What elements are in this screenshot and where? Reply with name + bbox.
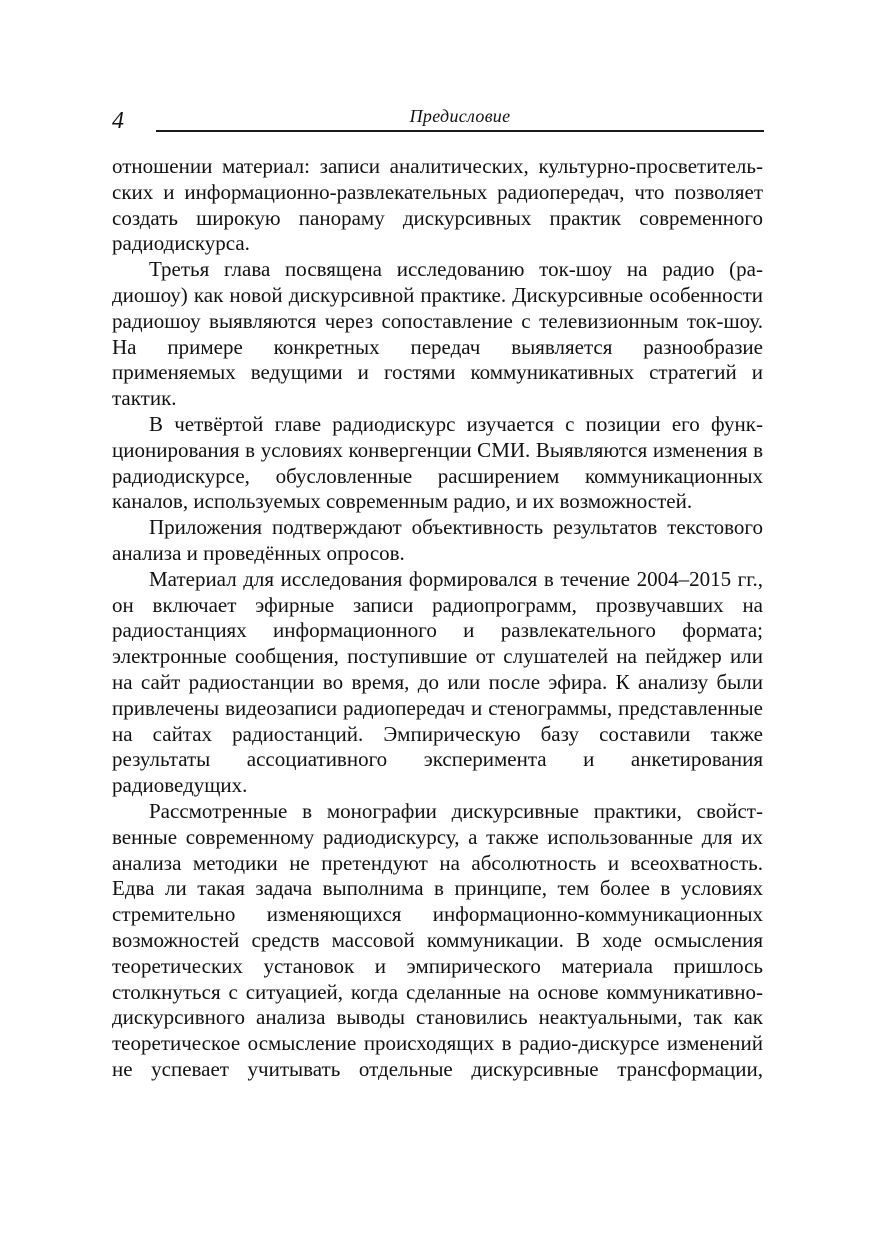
paragraph-chapter-four: В четвёртой главе радиодискурс изучается с позиции его функционирования в условиях конвергенции СМИ. Выявляются изменения в радиодискурсе, обусловленные расширением коммуникационных каналов, используемых современным радио, и их возможностей. <box>112 411 763 514</box>
paragraph-practices: Рассмотренные в монографии дискурсивные практики, свойственные современному радиодискурсу, а также использованные для их анализа методики не претендуют на абсолютность и всеохватность. Едва ли такая задача выполнима в принципе, тем более в условиях стремительно изменяющихся информационно-коммуникационных возможностей средств массовой коммуникации. В ходе осмысления теоретических установок и эмпирического материала пришлось столкнуться с ситуацией, когда сделанные на основе коммуникативно-дискурсивного анализа выводы становились неактуальными, так как теоретическое осмысление происходящих в радио-дискурсе изменений не успевает учитывать отдельные дискурсивные трансформации, <box>112 798 763 1081</box>
paragraph-material: Материал для исследования формировался в течение 2004–2015 гг., он включает эфирные записи радиопрограмм, прозвучавших на радиостанциях информационного и развлекательного формата; электронные сообщения, поступившие от слушателей на пейджер или на сайт радиостанции во время, до или после эфира. К анализу были привлечены видеозаписи радиопередач и стенограммы, представленные на сайтах радиостанций. Эмпирическую базу составили также результаты ассоциативного эксперимента и анкетирования радиоведущих. <box>112 566 763 798</box>
running-header <box>112 104 764 138</box>
running-title: Предисловие <box>409 106 511 126</box>
paragraph-continued: отношении материал: записи аналитических, культурно-просветительских и информационно-развлекательных радиопередач, что позволяет создать широкую панораму дискурсивных практик современного радиодискурса. <box>112 154 763 256</box>
page-number: 4 <box>112 108 124 134</box>
paragraph-chapter-three: Третья глава посвящена исследованию ток-шоу на радио (радиошоу) как новой дискурсивной практике. Дискурсивные особенности радиошоу выявляются через сопоставление с телевизионным ток-шоу. На примере конкретных передач выявляется разнообразие применяемых ведущими и гостями коммуникативных стратегий и тактик. <box>112 257 763 411</box>
header-rule <box>156 130 764 132</box>
body-text <box>112 154 763 1083</box>
paragraph-appendices: Приложения подтверждают объективность результатов текстового анализа и проведённых опросов. <box>112 515 763 565</box>
